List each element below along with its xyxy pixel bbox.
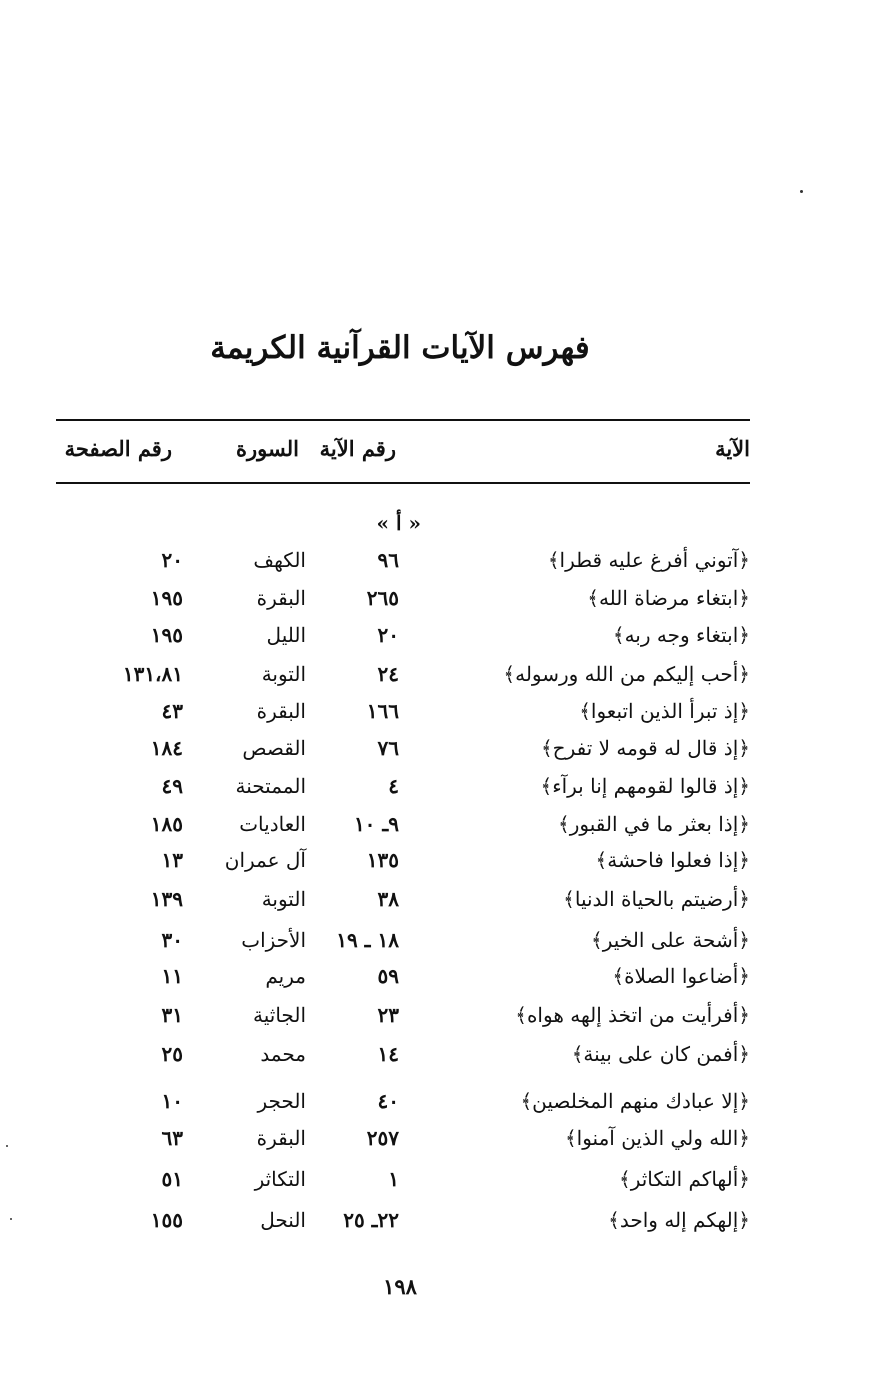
verse-cell: ﴿إذا فعلوا فاحشة﴾ bbox=[595, 848, 750, 872]
verse-cell: ﴿أفرأيت من اتخذ إلهه هواه﴾ bbox=[515, 1003, 750, 1027]
table-row bbox=[0, 617, 891, 653]
page-cell: ١٩٥ bbox=[150, 623, 183, 647]
header-verse-number: رقم الآية bbox=[319, 436, 396, 461]
verse-cell: ﴿إذ تبرأ الذين اتبعوا﴾ bbox=[579, 699, 750, 723]
table-row bbox=[0, 958, 891, 994]
verse-cell: ﴿ألهاكم التكاثر﴾ bbox=[618, 1167, 750, 1191]
page-cell: ١٣١،٨١ bbox=[122, 662, 183, 686]
header-surah: السورة bbox=[236, 436, 299, 461]
page-cell: ٦٣ bbox=[161, 1126, 183, 1150]
verse-cell: ﴿آتوني أفرغ عليه قطرا﴾ bbox=[547, 548, 750, 572]
surah-cell: البقرة bbox=[256, 586, 306, 610]
verse-cell: ﴿أشحة على الخير﴾ bbox=[591, 928, 750, 952]
verse-cell: ﴿أضاعوا الصلاة﴾ bbox=[612, 964, 750, 988]
table-row bbox=[0, 1120, 891, 1156]
verse-number-cell: ١٨ ـ ١٩ bbox=[336, 928, 399, 952]
table-row bbox=[0, 1036, 891, 1072]
table-row bbox=[0, 656, 891, 692]
verse-number-cell: ٩ـ ١٠ bbox=[353, 812, 399, 836]
verse-cell: ﴿أرضيتم بالحياة الدنيا﴾ bbox=[563, 887, 750, 911]
table-row bbox=[0, 1202, 891, 1238]
table-row bbox=[0, 768, 891, 804]
verse-cell: ﴿ابتغاء مرضاة الله﴾ bbox=[587, 586, 750, 610]
table-row bbox=[0, 542, 891, 578]
surah-cell: الحجر bbox=[257, 1089, 306, 1113]
table-row bbox=[0, 580, 891, 616]
header-top-rule bbox=[56, 419, 750, 421]
verse-number-cell: ٣٨ bbox=[377, 887, 399, 911]
table-row bbox=[0, 881, 891, 917]
verse-cell: ﴿ابتغاء وجه ربه﴾ bbox=[612, 623, 750, 647]
verse-number-cell: ٤٠ bbox=[377, 1089, 399, 1113]
table-row bbox=[0, 1161, 891, 1197]
verse-number-cell: ٢٠ bbox=[377, 623, 399, 647]
page-cell: ٢٠ bbox=[161, 548, 183, 572]
verse-number-cell: ٥٩ bbox=[377, 964, 399, 988]
page-cell: ١٨٤ bbox=[150, 736, 183, 760]
surah-cell: آل عمران bbox=[224, 848, 306, 872]
surah-cell: الجاثية bbox=[253, 1003, 306, 1027]
scan-speck bbox=[6, 1145, 8, 1147]
page-cell: ١٥٥ bbox=[150, 1208, 183, 1232]
header-page: رقم الصفحة bbox=[64, 436, 172, 461]
verse-cell: ﴿إلا عبادك منهم المخلصين﴾ bbox=[520, 1089, 750, 1113]
page-cell: ١٩٥ bbox=[150, 586, 183, 610]
page-cell: ١٣ bbox=[161, 848, 183, 872]
section-letter bbox=[0, 505, 891, 541]
page-cell: ١٠ bbox=[161, 1089, 183, 1113]
surah-cell: البقرة bbox=[256, 699, 306, 723]
verse-number-cell: ٤ bbox=[388, 774, 399, 798]
table-row bbox=[0, 730, 891, 766]
surah-cell: التوبة bbox=[261, 887, 306, 911]
verse-number-cell: ٢٢ـ ٢٥ bbox=[343, 1208, 399, 1232]
page-cell: ٥١ bbox=[161, 1167, 183, 1191]
verse-number-cell: ١٣٥ bbox=[366, 848, 399, 872]
surah-cell: التوبة bbox=[261, 662, 306, 686]
table-row bbox=[0, 806, 891, 842]
verse-number-cell: ١٦٦ bbox=[366, 699, 399, 723]
verse-number-cell: ٧٦ bbox=[377, 736, 399, 760]
scan-speck bbox=[800, 190, 803, 193]
page-cell: ٣١ bbox=[161, 1003, 183, 1027]
surah-cell: التكاثر bbox=[254, 1167, 306, 1191]
header-verse: الآية bbox=[715, 436, 750, 461]
page-number: ١٩٨ bbox=[383, 1274, 417, 1299]
verse-number-cell: ٢٣ bbox=[377, 1003, 399, 1027]
surah-cell: البقرة bbox=[256, 1126, 306, 1150]
verse-cell: ﴿أفمن كان على بينة﴾ bbox=[571, 1042, 750, 1066]
verse-cell: ﴿إلهكم إله واحد﴾ bbox=[608, 1208, 750, 1232]
header-bottom-rule bbox=[56, 482, 750, 484]
verse-number-cell: ١٤ bbox=[377, 1042, 399, 1066]
surah-cell: الممتحنة bbox=[235, 774, 306, 798]
verse-cell: ﴿إذ قالوا لقومهم إنا برآء﴾ bbox=[540, 774, 750, 798]
page-cell: ٢٥ bbox=[161, 1042, 183, 1066]
surah-cell: الليل bbox=[266, 623, 306, 647]
page-cell: ١٣٩ bbox=[150, 887, 183, 911]
page-cell: ٤٣ bbox=[161, 699, 183, 723]
verse-number-cell: ٩٦ bbox=[377, 548, 399, 572]
page-cell: ١١ bbox=[161, 964, 183, 988]
verse-cell: ﴿أحب إليكم من الله ورسوله﴾ bbox=[503, 662, 750, 686]
verse-number-cell: ٢٦٥ bbox=[366, 586, 399, 610]
surah-cell: محمد bbox=[260, 1042, 306, 1066]
surah-cell: العاديات bbox=[239, 812, 306, 836]
surah-cell: مريم bbox=[265, 964, 306, 988]
surah-cell: النحل bbox=[260, 1208, 306, 1232]
page-title: فهرس الآيات القرآنية الكريمة bbox=[210, 330, 590, 366]
table-row bbox=[0, 997, 891, 1033]
verse-cell: ﴿إذ قال له قومه لا تفرح﴾ bbox=[540, 736, 750, 760]
table-row bbox=[0, 842, 891, 878]
table-row bbox=[0, 693, 891, 729]
verse-cell: ﴿الله ولي الذين آمنوا﴾ bbox=[564, 1126, 750, 1150]
table-header bbox=[0, 431, 891, 467]
surah-cell: القصص bbox=[242, 736, 306, 760]
table-row bbox=[0, 922, 891, 958]
surah-cell: الأحزاب bbox=[241, 928, 306, 952]
section-letter-label: « أ » bbox=[376, 511, 421, 535]
table-row bbox=[0, 1083, 891, 1119]
page-cell: ٣٠ bbox=[161, 928, 183, 952]
page-cell: ١٨٥ bbox=[150, 812, 183, 836]
verse-number-cell: ٢٤ bbox=[377, 662, 399, 686]
scan-speck bbox=[10, 1218, 12, 1220]
verse-number-cell: ٢٥٧ bbox=[366, 1126, 399, 1150]
verse-number-cell: ١ bbox=[388, 1167, 399, 1191]
surah-cell: الكهف bbox=[253, 548, 306, 572]
page-cell: ٤٩ bbox=[161, 774, 183, 798]
verse-cell: ﴿إذا بعثر ما في القبور﴾ bbox=[557, 812, 750, 836]
